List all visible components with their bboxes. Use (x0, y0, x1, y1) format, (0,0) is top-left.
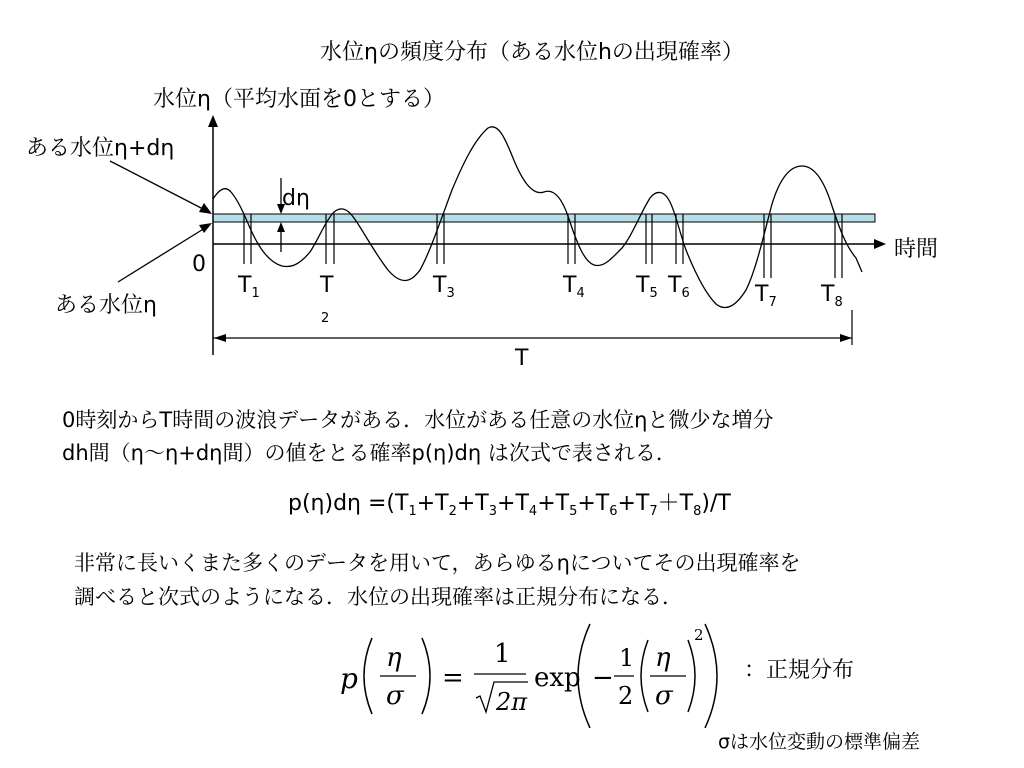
period-span-left-arrow-icon (214, 334, 226, 342)
d-eta-arrow-up-icon (277, 222, 285, 232)
formula-one-2: 1 (619, 644, 635, 672)
crossing-label-t3: $T_3$ (433, 273, 455, 301)
formula-two: 2 (618, 682, 634, 710)
crossing-label-t5: $T_5$ (636, 273, 658, 301)
period-label: T (515, 346, 529, 371)
equation1: $p(\eta)d\eta =(T_1+T_2+T_3+T_4+T_5+T_6+T_7+T_8)/T$ (288, 491, 731, 519)
upper-level-pointer-arrow-icon (199, 203, 212, 214)
formula-sqrt-arg: 2π (496, 688, 528, 716)
upper-level-label: ある水位η+dη (26, 136, 175, 161)
crossing-label-t7: $T_7$ (755, 282, 777, 310)
paragraph2-line1: 非常に長いくまた多くのデータを用いて，あらゆるηについてその出現確率を (74, 551, 801, 575)
origin-label: 0 (192, 252, 206, 277)
formula-eta-2: η (655, 643, 671, 673)
diagram-title: 水位ηの頻度分布（ある水位hの出現確率） (320, 40, 744, 65)
paragraph2-line2: 調べると次式のようになる．水位の出現確率は正規分布になる． (74, 585, 683, 609)
formula-power: 2 (694, 626, 704, 644)
crossing-label-t2: T (320, 273, 334, 298)
crossing-label-t6: $T_6$ (668, 273, 690, 301)
formula-exp: exp (534, 663, 581, 693)
x-axis-arrow-icon (874, 239, 886, 249)
lower-level-label: ある水位η (55, 293, 157, 318)
normal-distribution-formula (330, 618, 730, 728)
crossing-label-t4: $T_4$ (563, 273, 585, 301)
paragraph1-line1: 0時刻からT時間の波浪データがある．水位がある任意の水位ηと微少な増分 (62, 408, 774, 432)
sigma-note: σは水位変動の標準偏差 (718, 731, 921, 753)
lower-level-pointer-arrow-icon (199, 223, 212, 233)
paragraph1-line2: dh間（η〜η+dη間）の値をとる確率p(η)dη は次式で表される． (62, 441, 677, 465)
crossing-label-t1: $T_1$ (238, 273, 260, 301)
formula-sigma-1: σ (386, 681, 404, 711)
formula-minus: − (592, 663, 614, 693)
formula-p: p (340, 662, 358, 695)
formula-sigma-2: σ (655, 681, 673, 711)
formula-equals: = (442, 663, 464, 693)
d-eta-label: dη (282, 186, 310, 211)
formula-eta-1: η (386, 643, 402, 673)
y-axis-label: 水位η（平均水面を0とする） (153, 87, 445, 112)
x-axis-label: 時間 (894, 237, 939, 262)
upper-level-pointer (110, 161, 205, 210)
y-axis-arrow-icon (208, 115, 218, 127)
crossing-ticks (244, 214, 842, 278)
crossing-label-t2-sub: 2 (321, 311, 330, 326)
formula-note: ：正規分布 (744, 658, 855, 683)
level-band (213, 214, 875, 222)
period-span-right-arrow-icon (840, 334, 852, 342)
formula-one-1: 1 (494, 639, 511, 669)
crossing-label-t8: $T_8$ (821, 282, 843, 310)
